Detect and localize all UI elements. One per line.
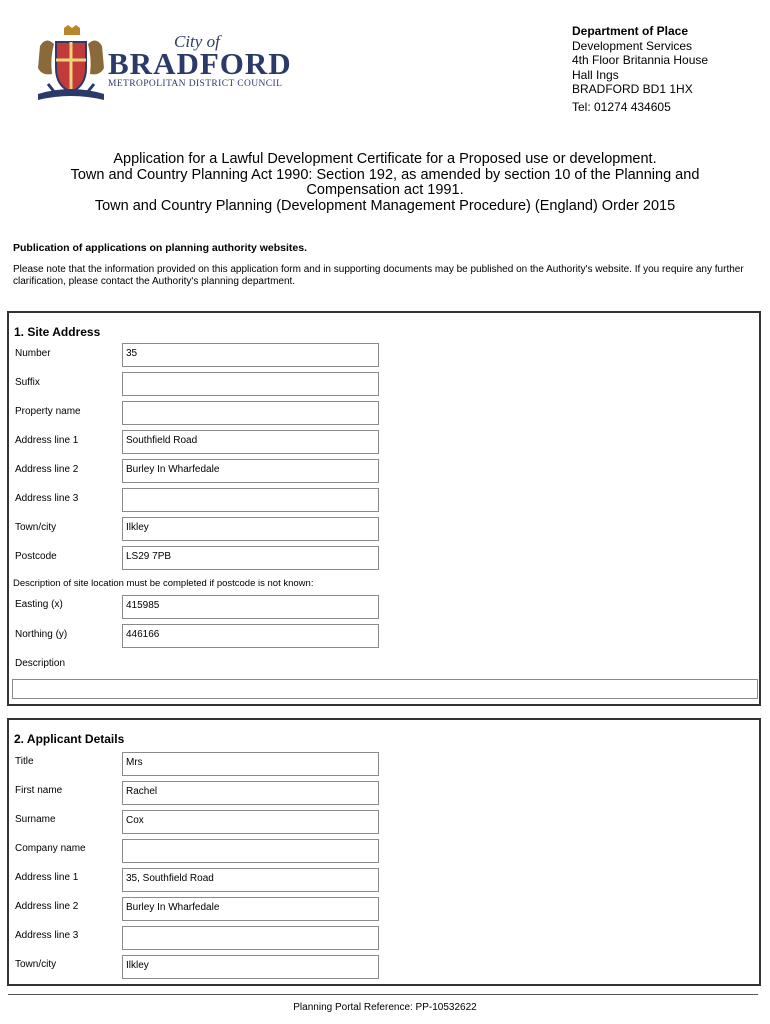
address-line-1-label: Address line 1: [15, 435, 79, 446]
department-line-2: 4th Floor Britannia House: [572, 53, 709, 67]
address-line-3-field[interactable]: [122, 488, 379, 512]
logo-council-name: METROPOLITAN DISTRICT COUNCIL: [108, 79, 283, 89]
company-name-label: Company name: [15, 843, 86, 854]
address-line-2-label: Address line 2: [15, 464, 79, 475]
section-title: 2. Applicant Details: [14, 732, 125, 746]
site-address-section: [7, 311, 761, 706]
number-value: 35: [126, 348, 138, 359]
title-value: Mrs: [126, 757, 143, 768]
postcode-value: LS29 7PB: [126, 551, 172, 562]
logo-bradford: BRADFORD: [108, 46, 292, 81]
publication-heading: Publication of applications on planning authority websites.: [13, 242, 308, 254]
title-field[interactable]: [122, 752, 379, 776]
department-line-3: Hall Ings: [572, 67, 619, 82]
council-logo: [34, 24, 304, 104]
location-note: Description of site location must be completed if postcode is not known:: [13, 578, 314, 589]
title-line-3: Compensation act 1991.: [306, 182, 464, 198]
property-name-label: Property name: [15, 406, 81, 417]
publication-note: Please note that the information provided on this application form and in supporting documents may be published on the Authority's website. If you require any further clarification, please contact the Authority's planning department.: [13, 264, 744, 287]
first-name-field[interactable]: [122, 781, 379, 805]
title-label: Title: [15, 756, 34, 767]
applicant-address-line-1-label: Address line 1: [15, 872, 79, 883]
department-telephone: Tel: 01274 434605: [572, 100, 671, 114]
logo-city-of: City of: [174, 32, 220, 51]
applicant-address-line-3-label: Address line 3: [15, 930, 79, 941]
department-line-4: BRADFORD BD1 1HX: [572, 82, 693, 96]
postcode-field[interactable]: [122, 546, 379, 570]
first-name-value: Rachel: [126, 786, 158, 797]
applicant-town-city-value: Ilkley: [126, 960, 149, 971]
coat-of-arms-icon: [34, 24, 108, 104]
town-city-label: Town/city: [15, 522, 57, 533]
section-title: 1. Site Address: [14, 325, 101, 339]
applicant-address-line-2-label: Address line 2: [15, 901, 79, 912]
address-line-1-field[interactable]: [122, 430, 379, 454]
description-field[interactable]: [12, 679, 758, 699]
applicant-town-city-field[interactable]: [122, 955, 379, 979]
easting-value: 415985: [126, 600, 160, 611]
northing-value: 446166: [126, 629, 160, 640]
applicant-details-section: [7, 718, 761, 986]
title-line-4: Town and Country Planning (Development Management Procedure) (England) Order 2015: [94, 197, 676, 214]
description-label: Description: [15, 658, 66, 669]
applicant-address-line-2-field[interactable]: [122, 897, 379, 921]
applicant-address-line-2-value: Burley In Wharfedale: [126, 902, 220, 913]
applicant-town-city-label: Town/city: [15, 959, 57, 970]
title-line-1: Application for a Lawful Development Certificate for a Proposed use or development.: [113, 151, 657, 167]
northing-label: Northing (y): [15, 629, 68, 640]
department-address: [572, 24, 708, 97]
surname-label: Surname: [15, 814, 56, 825]
number-field[interactable]: [122, 343, 379, 367]
address-line-3-label: Address line 3: [15, 493, 79, 504]
easting-label: Easting (x): [15, 599, 63, 610]
surname-field[interactable]: [122, 810, 379, 834]
surname-value: Cox: [126, 815, 144, 826]
postcode-label: Postcode: [15, 551, 57, 562]
number-label: Number: [15, 348, 51, 359]
property-name-field[interactable]: [122, 401, 379, 425]
easting-field[interactable]: [122, 595, 379, 619]
company-name-field[interactable]: [122, 839, 379, 863]
northing-field[interactable]: [122, 624, 379, 648]
address-line-2-field[interactable]: [122, 459, 379, 483]
form-title: [20, 152, 750, 214]
footer-divider: [8, 994, 758, 995]
applicant-address-line-1-value: 35, Southfield Road: [126, 873, 214, 884]
title-line-2: Town and Country Planning Act 1990: Section 192, as amended by section 10 of the Planning and: [70, 166, 700, 183]
department-name: Department of Place: [572, 24, 689, 38]
applicant-address-line-3-field[interactable]: [122, 926, 379, 950]
town-city-value: Ilkley: [126, 522, 149, 533]
address-line-2-value: Burley In Wharfedale: [126, 464, 220, 475]
suffix-label: Suffix: [15, 377, 40, 388]
suffix-field[interactable]: [122, 372, 379, 396]
town-city-field[interactable]: [122, 517, 379, 541]
applicant-address-line-1-field[interactable]: [122, 868, 379, 892]
first-name-label: First name: [15, 785, 63, 796]
address-line-1-value: Southfield Road: [126, 435, 198, 446]
department-line-1: Development Services: [572, 38, 693, 53]
portal-reference: Planning Portal Reference: PP-10532622: [293, 1002, 477, 1013]
